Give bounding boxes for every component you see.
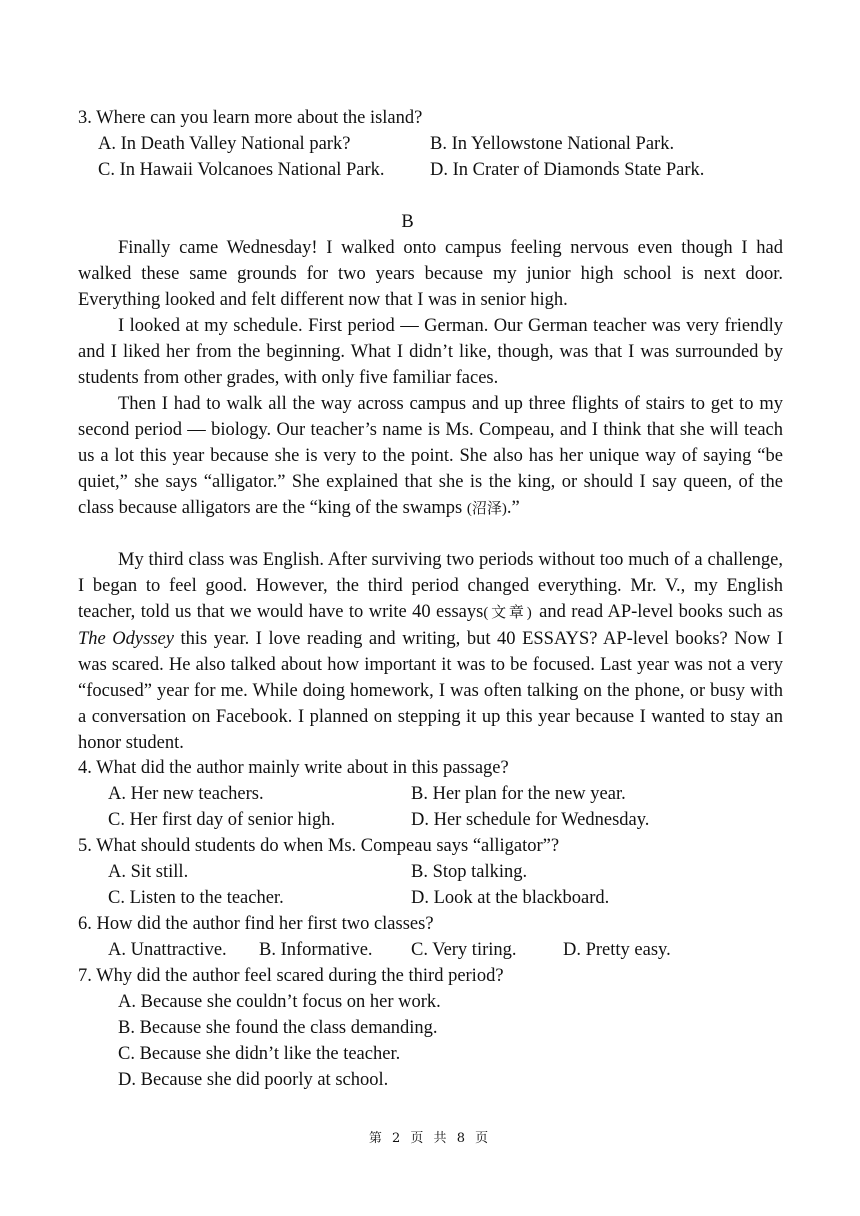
page-number-footer: 第 2 页 共 8 页 (368, 1131, 492, 1146)
q7-option-c: C. Because she didn’t like the teacher. (118, 1044, 401, 1064)
q5-option-c: C. Listen to the teacher. (108, 888, 284, 908)
q7-option-b: B. Because she found the class demanding. (118, 1018, 438, 1038)
q3-option-b: B. In Yellowstone National Park. (430, 134, 675, 154)
q4-option-b: B. Her plan for the new year. (411, 784, 626, 804)
passage-paragraph-3-text: Then I had to walk all the way across campus and up three flights of stairs to get to my second period — biology. Our teacher’s name is Ms. Compeau, and I think that she will teach us a lot this year because she is very to the point. She also has her unique way of saying “be quiet,” she says “alligator.” She explained that she is the king, or should I say queen, of the class because alligators are the “king of the swamps (78, 394, 783, 518)
q6-option-d: D. Pretty easy. (563, 940, 671, 960)
q5-option-a: A. Sit still. (108, 862, 189, 882)
q4-option-c: C. Her first day of senior high. (108, 810, 336, 830)
passage-paragraph-2: I looked at my schedule. First period — German. Our German teacher was very friendly and I liked her from the beginning. What I didn’t like, though, was that I was surrounded by students from other grades, with only five familiar faces. (78, 316, 783, 388)
q6-option-a: A. Unattractive. (108, 940, 227, 960)
q4-stem: 4. What did the author mainly write about in this passage? (78, 758, 509, 778)
q3-option-c: C. In Hawaii Volcanoes National Park. (98, 160, 385, 180)
section-label: B (401, 212, 414, 232)
q6-option-b: B. Informative. (259, 940, 373, 960)
gloss-swamps: (沼泽) (466, 501, 507, 517)
q5-option-d: D. Look at the blackboard. (411, 888, 610, 908)
q6-option-c: C. Very tiring. (411, 940, 517, 960)
passage-paragraph-4-text-a: My third class was English. After surviving two periods without too much of a challenge, I began to feel good. However, the third period changed everything. Mr. V., my English teacher, told us that we would have to write 40 essays (78, 550, 783, 622)
q3-option-a: A. In Death Valley National park? (98, 134, 351, 154)
gloss-essays: (文章) (483, 605, 534, 621)
passage-paragraph-1: Finally came Wednesday! I walked onto campus feeling nervous even though I had walked these same grounds for two years because my junior high school is next door. Everything looked and felt different now that I was in senior high. (78, 238, 783, 310)
q5-stem: 5. What should students do when Ms. Compeau says “alligator”? (78, 836, 560, 856)
book-title: The Odyssey (78, 629, 174, 649)
q3-stem: 3. Where can you learn more about the island? (78, 108, 423, 128)
passage-paragraph-3 (78, 391, 783, 522)
q7-option-a: A. Because she couldn’t focus on her work. (118, 992, 441, 1012)
q6-stem: 6. How did the author find her first two classes? (78, 914, 434, 934)
q4-option-d: D. Her schedule for Wednesday. (411, 810, 650, 830)
passage-paragraph-4-text-b: and read AP-level books such as (533, 602, 784, 622)
q5-option-b: B. Stop talking. (411, 862, 528, 882)
q7-option-d: D. Because she did poorly at school. (118, 1070, 389, 1090)
q7-stem: 7. Why did the author feel scared during the third period? (78, 966, 504, 986)
passage-paragraph-4-text-c: this year. I love reading and writing, but 40 ESSAYS? AP-level books? Now I was scared. He also talked about how important it was to be focused. Last year was not a very “focused” year for me. While doing homework, I was often talking on the phone, or busy with a conversation on Facebook. I planned on stepping it up this year because I wanted to stay an honor student. (78, 629, 783, 753)
passage-paragraph-4 (78, 547, 783, 756)
q4-option-a: A. Her new teachers. (108, 784, 264, 804)
passage-paragraph-3-end: .” (506, 498, 520, 518)
q3-option-d: D. In Crater of Diamonds State Park. (430, 160, 705, 180)
